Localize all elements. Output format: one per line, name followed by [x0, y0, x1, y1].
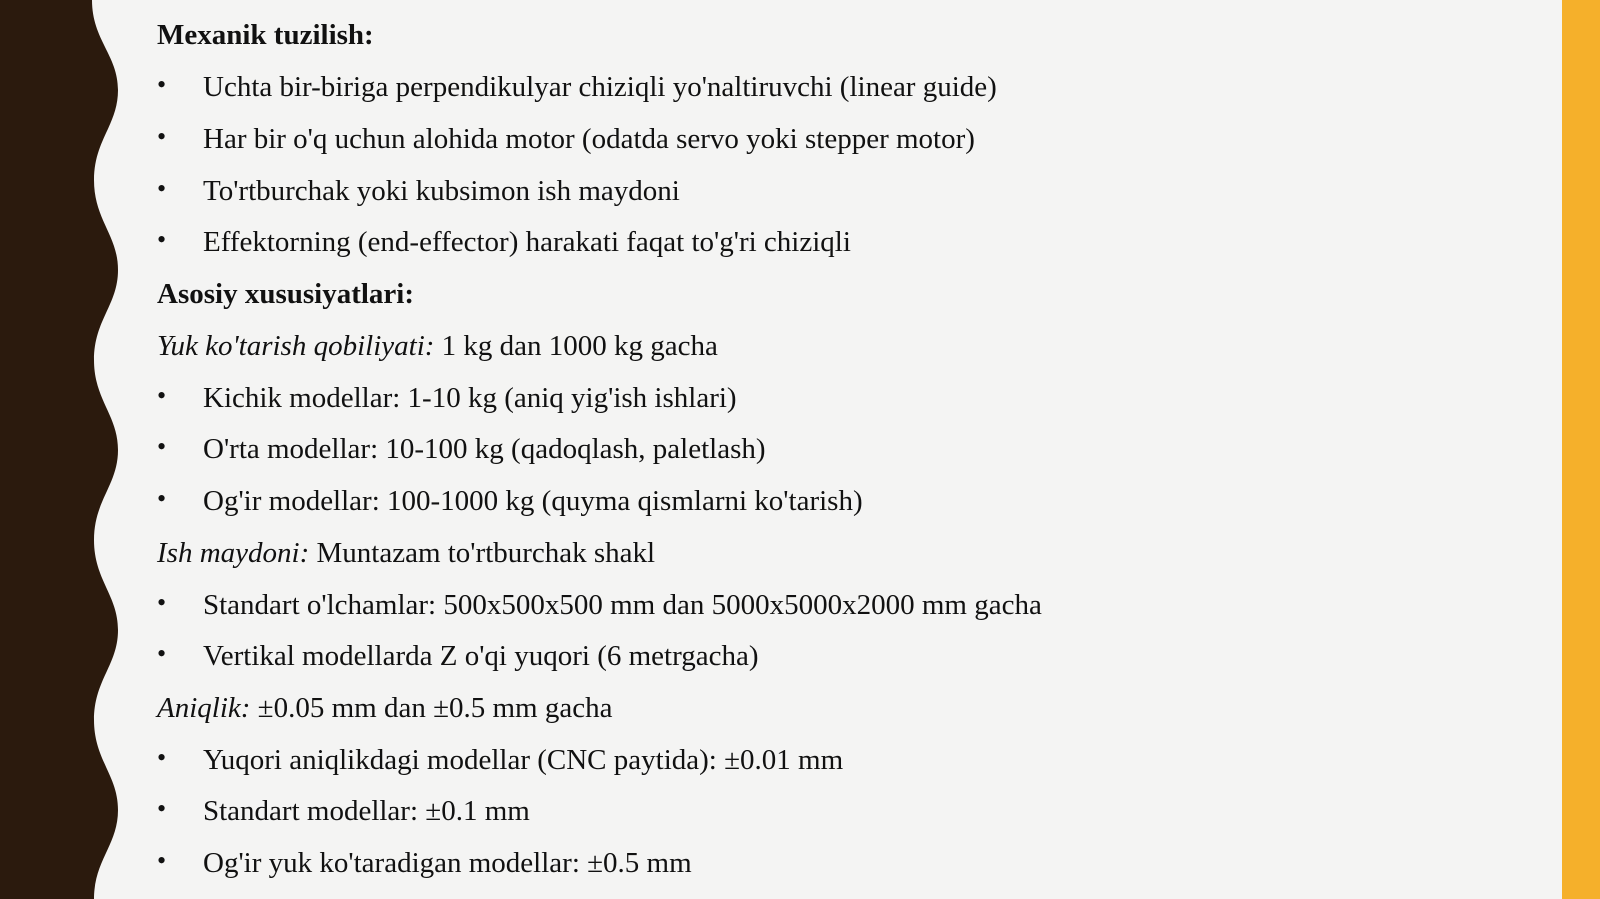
- bullet-icon: •: [157, 381, 167, 410]
- left-decorative-wave: [0, 0, 130, 899]
- list-item-text: Uchta bir-biriga perpendikulyar chiziqli yo'naltiruvchi (linear guide): [203, 71, 997, 103]
- list-item-text: Og'ir modellar: 100-1000 kg (quyma qismlarni ko'tarish): [203, 485, 863, 517]
- list-item-text: Vertikal modellarda Z o'qi yuqori (6 metrgacha): [203, 640, 759, 672]
- bullet-icon: •: [157, 588, 167, 617]
- load-capacity-line: [157, 328, 718, 364]
- load-capacity-value: 1 kg dan 1000 kg gacha: [434, 330, 718, 362]
- heading-asosiy-xususiyatlari: Asosiy xususiyatlari:: [157, 278, 415, 310]
- list-item-text: Effektorning (end-effector) harakati faqat to'g'ri chiziqli: [203, 226, 851, 258]
- bullet-icon: •: [157, 174, 167, 203]
- bullet-icon: •: [157, 639, 167, 668]
- bullet-icon: •: [157, 484, 167, 513]
- list-item-text: Og'ir yuk ko'taradigan modellar: ±0.5 mm: [203, 847, 692, 879]
- list-item-text: Standart modellar: ±0.1 mm: [203, 795, 530, 827]
- bullet-icon: •: [157, 432, 167, 461]
- workspace-label: Ish maydoni:: [157, 537, 310, 569]
- workspace-line: [157, 535, 655, 571]
- list-item-text: Har bir o'q uchun alohida motor (odatda servo yoki stepper motor): [203, 123, 975, 155]
- bullet-icon: •: [157, 122, 167, 151]
- list-item-text: To'rtburchak yoki kubsimon ish maydoni: [203, 175, 680, 207]
- list-item-text: Yuqori aniqlikdagi modellar (CNC paytida): ±0.01 mm: [203, 744, 844, 776]
- bullet-icon: •: [157, 225, 167, 254]
- bullet-icon: •: [157, 743, 167, 772]
- bullet-icon: •: [157, 794, 167, 823]
- left-wave-shape: [0, 0, 118, 899]
- bullet-icon: •: [157, 846, 167, 875]
- accuracy-line: [157, 690, 612, 726]
- accuracy-label: Aniqlik:: [157, 692, 251, 724]
- bullet-icon: •: [157, 70, 167, 99]
- load-capacity-label: Yuk ko'tarish qobiliyati:: [157, 330, 435, 362]
- workspace-value: Muntazam to'rtburchak shakl: [309, 537, 656, 569]
- list-item-text: O'rta modellar: 10-100 kg (qadoqlash, paletlash): [203, 433, 766, 465]
- accuracy-value: ±0.05 mm dan ±0.5 mm gacha: [250, 692, 613, 724]
- right-accent-band: [1562, 0, 1600, 899]
- list-item-text: Standart o'lchamlar: 500x500x500 mm dan 5000x5000x2000 mm gacha: [203, 589, 1042, 621]
- heading-mexanik-tuzilish: Mexanik tuzilish:: [157, 19, 374, 51]
- list-item-text: Kichik modellar: 1-10 kg (aniq yig'ish ishlari): [203, 382, 737, 414]
